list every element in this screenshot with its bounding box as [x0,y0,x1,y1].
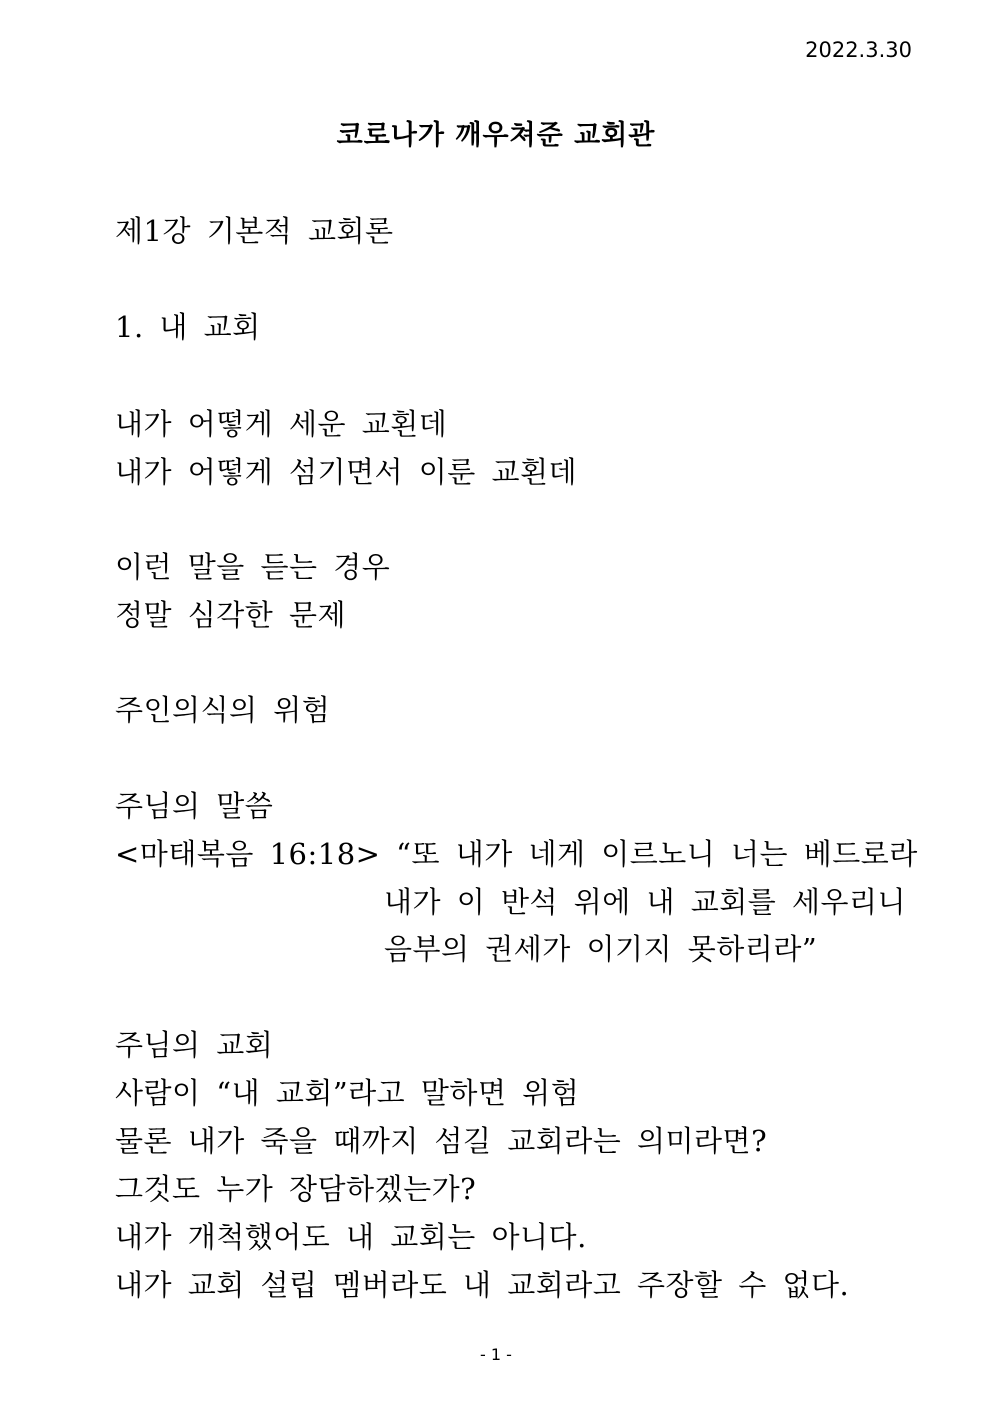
body-line: 그것도 누가 장담하겠는가? [115,1172,477,1206]
body-line: 내가 어떻게 섬기면서 이룬 교횐데 [115,455,578,489]
page-number: - 1 - [480,1345,512,1364]
scripture-line: 내가 이 반석 위에 내 교회를 세우리니 [384,885,907,919]
body-line: 내가 개척했어도 내 교회는 아니다. [115,1220,587,1254]
document-title: 코로나가 깨우쳐준 교회관 [336,120,656,151]
body-line: 내가 교회 설립 멤버라도 내 교회라고 주장할 수 없다. [115,1268,850,1302]
body-line: 내가 어떻게 세운 교횐데 [115,407,448,441]
document-date: 2022.3.30 [805,38,912,62]
lecture-heading: 제1강 기본적 교회론 [115,214,394,248]
body-line: 이런 말을 듣는 경우 [115,550,391,584]
section-heading: 1. 내 교회 [115,310,261,344]
body-line: 물론 내가 죽을 때까지 섬길 교회라는 의미라면? [115,1124,768,1158]
scripture-intro: 주님의 말씀 [115,789,274,823]
body-line: 사람이 “내 교회”라고 말하면 위험 [115,1076,580,1110]
scripture-line: 음부의 권세가 이기지 못하리라” [384,932,818,966]
body-line: 주님의 교회 [115,1028,274,1062]
scripture-line: <마태복음 16:18> “또 내가 네게 이르노니 너는 베드로라 [115,837,918,871]
body-line: 정말 심각한 문제 [115,598,347,632]
body-line: 주인의식의 위험 [115,693,331,727]
